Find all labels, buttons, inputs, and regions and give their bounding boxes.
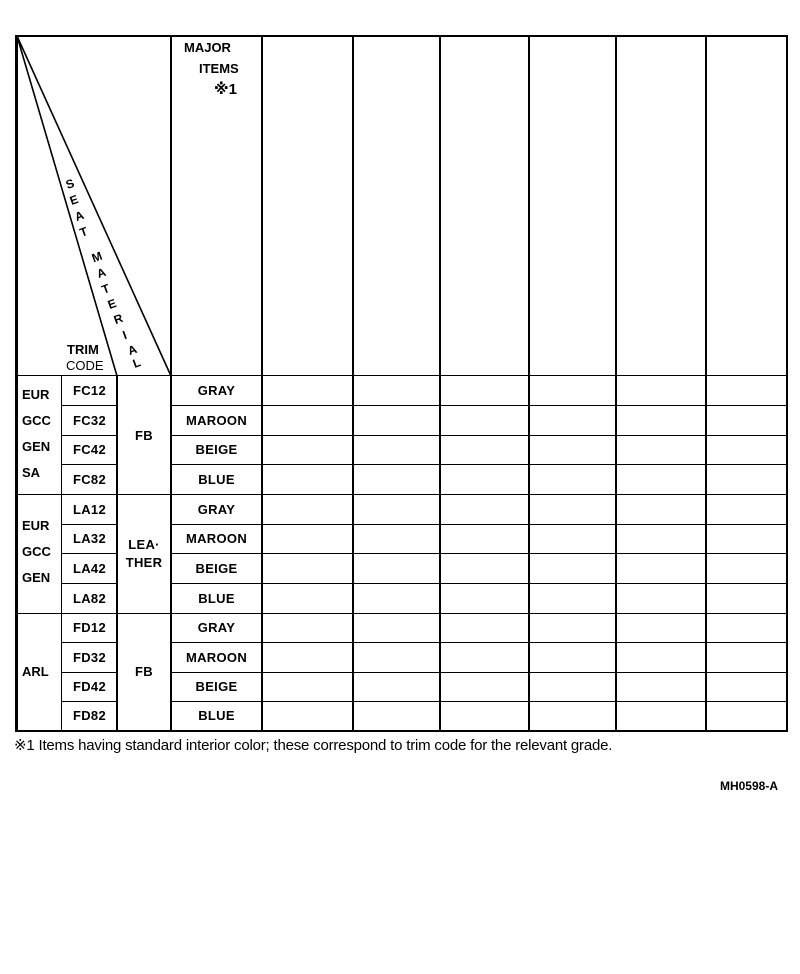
row-divider [171, 405, 788, 406]
seat-material: FB [135, 664, 153, 679]
seat-material-letter: E [105, 296, 119, 312]
color-name: BLUE [198, 708, 235, 723]
seat-material-line: THER [125, 554, 163, 570]
col-divider [261, 35, 263, 732]
region-code: GCC [22, 544, 51, 559]
region-list [16, 382, 51, 486]
table-top-border [16, 35, 788, 37]
col-divider [352, 35, 354, 732]
seat-material: FB [135, 427, 153, 443]
region-code: GEN [22, 439, 51, 454]
seat-material-letter: E [67, 192, 81, 208]
seat-material-letter: M [89, 248, 105, 266]
region-code: GCC [22, 413, 51, 428]
color-name: BEIGE [195, 679, 238, 694]
trim-code: LA12 [73, 501, 106, 517]
region-list [16, 659, 49, 685]
region-code: EUR [22, 387, 50, 402]
color-name: BEIGE [195, 560, 238, 576]
trim-code: FC82 [73, 471, 106, 487]
region-code: SA [22, 465, 41, 480]
region-code: EUR [22, 518, 50, 533]
seat-material-letter: A [125, 341, 139, 359]
major-items-note: ※1 [214, 81, 237, 98]
trim-code: FC42 [73, 442, 106, 457]
trim-code: FD82 [73, 708, 106, 723]
trim-code: FC12 [73, 383, 106, 398]
trim-code: FD12 [73, 620, 106, 635]
seat-material-line: LEA· [128, 536, 160, 552]
region-list [16, 513, 51, 591]
footnote: ※1 Items having standard interior color; these correspond to trim code for the relevant grade. [14, 737, 613, 754]
col-divider [439, 35, 441, 732]
major-items-label-2: ITEMS [199, 61, 239, 76]
trim-code: FC32 [73, 412, 106, 428]
trim-code: FD42 [73, 679, 106, 694]
seat-material-letter: T [77, 224, 90, 240]
color-name: GRAY [197, 501, 236, 517]
trim-code: LA32 [73, 531, 106, 546]
trim-code-label: TRIM [67, 342, 99, 357]
color-name: BLUE [198, 471, 235, 487]
seat-material-letter: A [94, 264, 108, 282]
figure-id: MH0598-A [719, 779, 778, 793]
row-divider [171, 642, 788, 643]
trim-code: FD32 [73, 649, 106, 665]
seat-material-letter: T [99, 281, 112, 297]
trim-code: LA42 [73, 560, 106, 576]
seat-material-letter: R [111, 310, 125, 328]
color-name: BEIGE [195, 442, 238, 457]
row-divider [171, 435, 788, 436]
region-code: ARL [22, 664, 49, 679]
color-name: MAROON [185, 412, 248, 428]
major-items-label: MAJOR [184, 40, 231, 55]
trim-code: LA82 [73, 590, 106, 606]
col-divider [705, 35, 707, 732]
color-name: BLUE [198, 590, 235, 606]
row-divider [171, 672, 788, 673]
color-name: MAROON [185, 531, 248, 546]
col-divider [615, 35, 617, 732]
seat-material-letter: L [130, 355, 143, 371]
row-divider [171, 583, 788, 584]
color-name: GRAY [197, 620, 236, 635]
trim-code-label-2: CODE [66, 358, 104, 373]
color-name: MAROON [185, 649, 248, 665]
table-right-border [786, 35, 788, 732]
col-divider [528, 35, 530, 732]
row-divider [171, 464, 788, 465]
row-divider [171, 524, 788, 525]
color-name: GRAY [197, 383, 236, 398]
seat-material-letter: S [63, 176, 77, 192]
seat-material [118, 494, 170, 613]
seat-material-letter: I [120, 327, 129, 343]
table-bottom-border [16, 730, 788, 732]
region-code: GEN [22, 570, 51, 585]
row-divider [171, 553, 788, 554]
row-divider [171, 701, 788, 702]
seat-material-letter: A [72, 207, 86, 225]
